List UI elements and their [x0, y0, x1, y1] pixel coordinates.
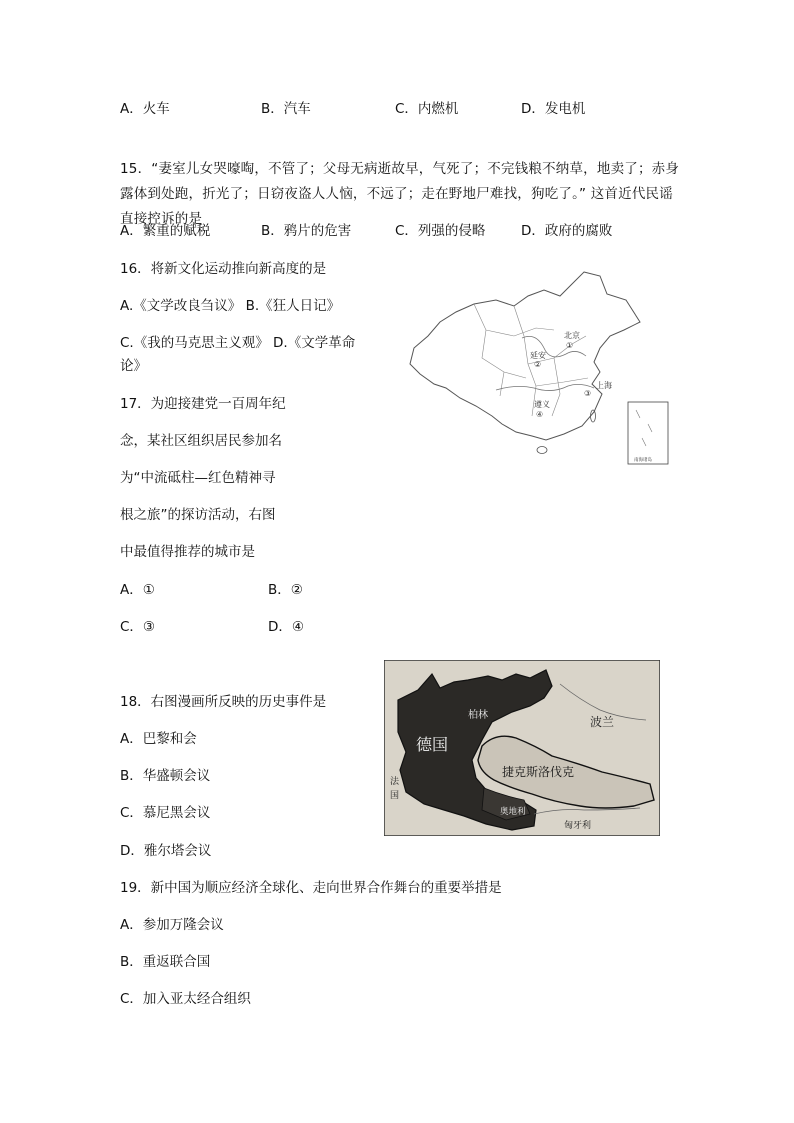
q17-option-a: A．①	[120, 582, 155, 598]
q18-option-d: D．雅尔塔会议	[120, 843, 212, 859]
city-beijing-mark: ①	[566, 341, 574, 350]
q17-stem-line1: 17．为迎接建党一百周年纪	[120, 396, 286, 412]
q18-option-c: C．慕尼黑会议	[120, 805, 211, 821]
label-czechoslovakia: 捷克斯洛伐克	[502, 765, 575, 779]
city-zunyi-label: 遵义	[534, 400, 550, 409]
q17-stem-line2: 念，某社区组织居民参加名	[120, 433, 282, 449]
q14-option-a: A．火车	[120, 101, 170, 117]
q18-option-a: A．巴黎和会	[120, 731, 197, 747]
q15-option-d: D．政府的腐败	[521, 223, 613, 239]
yangtze-river	[496, 384, 594, 390]
city-shanghai-label: 上海	[596, 381, 612, 390]
q17-stem-line5: 中最值得推荐的城市是	[120, 544, 255, 560]
south-china-sea-inset	[628, 402, 668, 464]
label-berlin: 柏林	[468, 710, 488, 721]
q18-stem: 18．右图漫画所反映的历史事件是	[120, 694, 327, 710]
province-boundaries	[474, 304, 588, 416]
inset-label: 南海诸岛	[634, 458, 652, 463]
q18-option-b: B．华盛顿会议	[120, 768, 211, 784]
label-austria: 奥地利	[500, 807, 526, 817]
q19-option-c: C．加入亚太经合组织	[120, 991, 251, 1007]
china-map	[404, 266, 672, 466]
q15-stem: 15．“妻室儿女哭嚎啕，不管了；父母无病逝故早，气死了；不完钱粮不纳草，地卖了；赤身露体到处跑，折光了；日窃夜盗人人恼，不远了；走在野地尸难找，狗吃了。” 这首近代民谣直接控诉的是	[120, 161, 680, 227]
q14-option-b: B．汽车	[261, 101, 311, 117]
q15-option-a: A．繁重的赋税	[120, 223, 211, 239]
label-poland: 波兰	[590, 715, 615, 729]
city-yanan-mark: ②	[534, 360, 542, 369]
q14-option-d: D．发电机	[521, 101, 586, 117]
label-france-1: 法	[390, 777, 400, 787]
q16-options-row3: 论》	[120, 358, 147, 374]
q19-stem: 19．新中国为顺应经济全球化、走向世界合作舞台的重要举措是	[120, 880, 502, 896]
q19-option-a: A．参加万隆会议	[120, 917, 224, 933]
q17-option-d: D．④	[268, 619, 304, 635]
hainan-island	[537, 447, 547, 454]
q17-option-c: C．③	[120, 619, 156, 635]
q17-stem-line3: 为“中流砥柱—红色精神寻	[120, 470, 276, 486]
q16-options-row1: A.《文学改良刍议》 B.《狂人日记》	[120, 298, 341, 314]
q15-option-b: B．鸦片的危害	[261, 223, 352, 239]
city-beijing-label: 北京	[564, 331, 580, 340]
city-shanghai-mark: ③	[584, 389, 592, 398]
q16-stem: 16．将新文化运动推向新高度的是	[120, 261, 327, 277]
taiwan-island	[591, 410, 596, 422]
city-yanan-label: 延安	[530, 351, 546, 360]
q15-option-c: C．列强的侵略	[395, 223, 486, 239]
q17-option-b: B．②	[268, 582, 303, 598]
q14-option-c: C．内燃机	[395, 101, 459, 117]
china-outline	[410, 272, 640, 440]
munich-cartoon	[384, 660, 660, 836]
q17-stem-line4: 根之旅”的探访活动，右图	[120, 507, 276, 523]
q16-options-row2: C.《我的马克思主义观》 D.《文学革命	[120, 335, 356, 351]
label-germany: 德国	[416, 735, 449, 754]
city-zunyi-mark: ④	[536, 410, 544, 419]
label-france-2: 国	[390, 791, 400, 801]
label-hungary: 匈牙利	[564, 821, 592, 831]
q19-option-b: B．重返联合国	[120, 954, 211, 970]
